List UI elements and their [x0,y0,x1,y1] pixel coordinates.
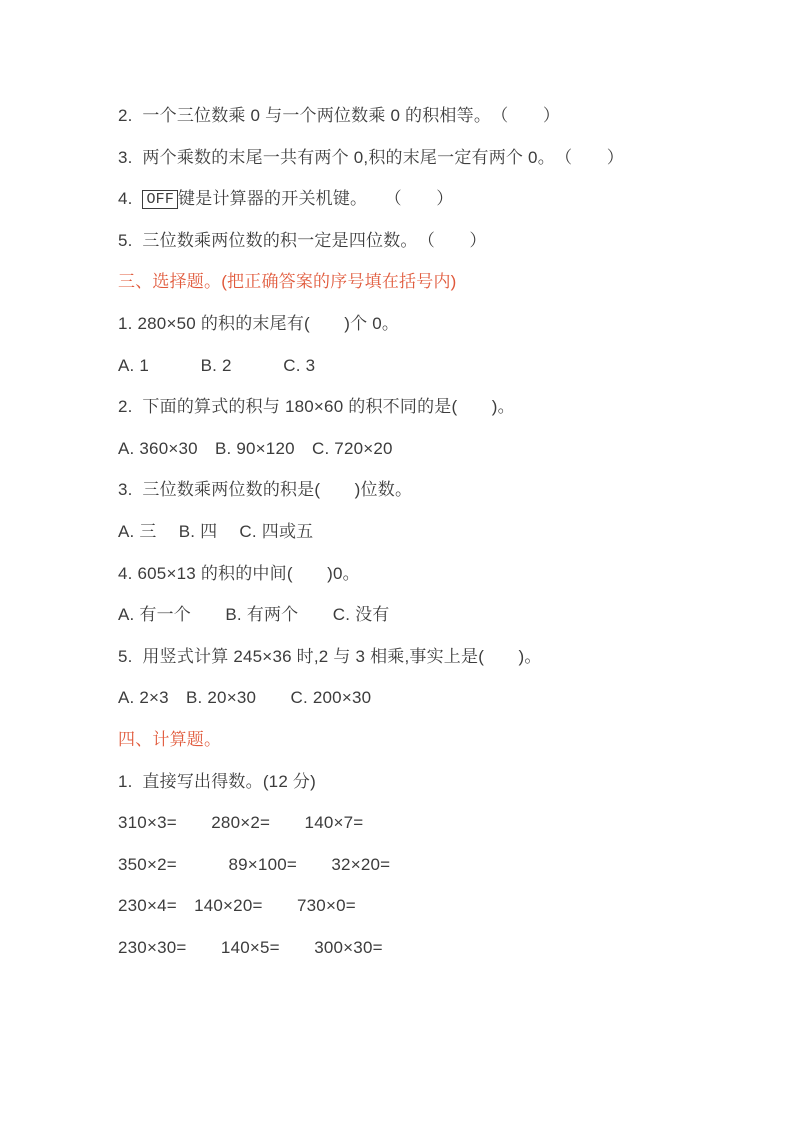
calc-row-1: 310×3= 280×2= 140×7= [118,813,364,833]
choice-section-heading: 三、选择题。(把正确答案的序号填在括号内) [118,272,457,292]
worksheet-content [118,104,753,977]
calc-subtitle: 1. 直接写出得数。(12 分) [118,771,316,791]
judge-item-4-suffix: 键是计算器的开关机键。 （ ） [178,189,454,209]
choice-q1: 1. 280×50 的积的末尾有( )个 0。 [118,313,400,333]
choice-q3-options: A. 三 B. 四 C. 四或五 [118,521,314,541]
judge-item-5: 5. 三位数乘两位数的积一定是四位数。 （ ） [118,230,487,250]
choice-q5: 5. 用竖式计算 245×36 时,2 与 3 相乘,事实上是( )。 [118,646,542,666]
judge-item-4 [118,187,753,229]
choice-q2-options: A. 360×30 B. 90×120 C. 720×20 [118,438,393,458]
calc-section-heading: 四、计算题。 [118,729,222,749]
calc-row-2: 350×2= 89×100= 32×20= [118,854,391,874]
judge-item-4-prefix: 4. [118,189,143,209]
off-key-box: OFF [142,190,178,209]
calc-row-4: 230×30= 140×5= 300×30= [118,937,383,957]
choice-q3: 3. 三位数乘两位数的积是( )位数。 [118,480,413,500]
judge-item-2: 2. 一个三位数乘 0 与一个两位数乘 0 的积相等。 （ ） [118,106,561,125]
choice-q4: 4. 605×13 的积的中间( )0。 [118,563,360,583]
calc-row-3: 230×4= 140×20= 730×0= [118,896,356,916]
choice-q1-options: A. 1 B. 2 C. 3 [118,355,316,375]
judge-item-3: 3. 两个乘数的末尾一共有两个 0,积的末尾一定有两个 0。 （ ） [118,147,624,167]
choice-q4-options: A. 有一个 B. 有两个 C. 没有 [118,605,390,625]
choice-q2: 2. 下面的算式的积与 180×60 的积不同的是( )。 [118,397,515,417]
choice-q5-options: A. 2×3 B. 20×30 C. 200×30 [118,688,372,708]
